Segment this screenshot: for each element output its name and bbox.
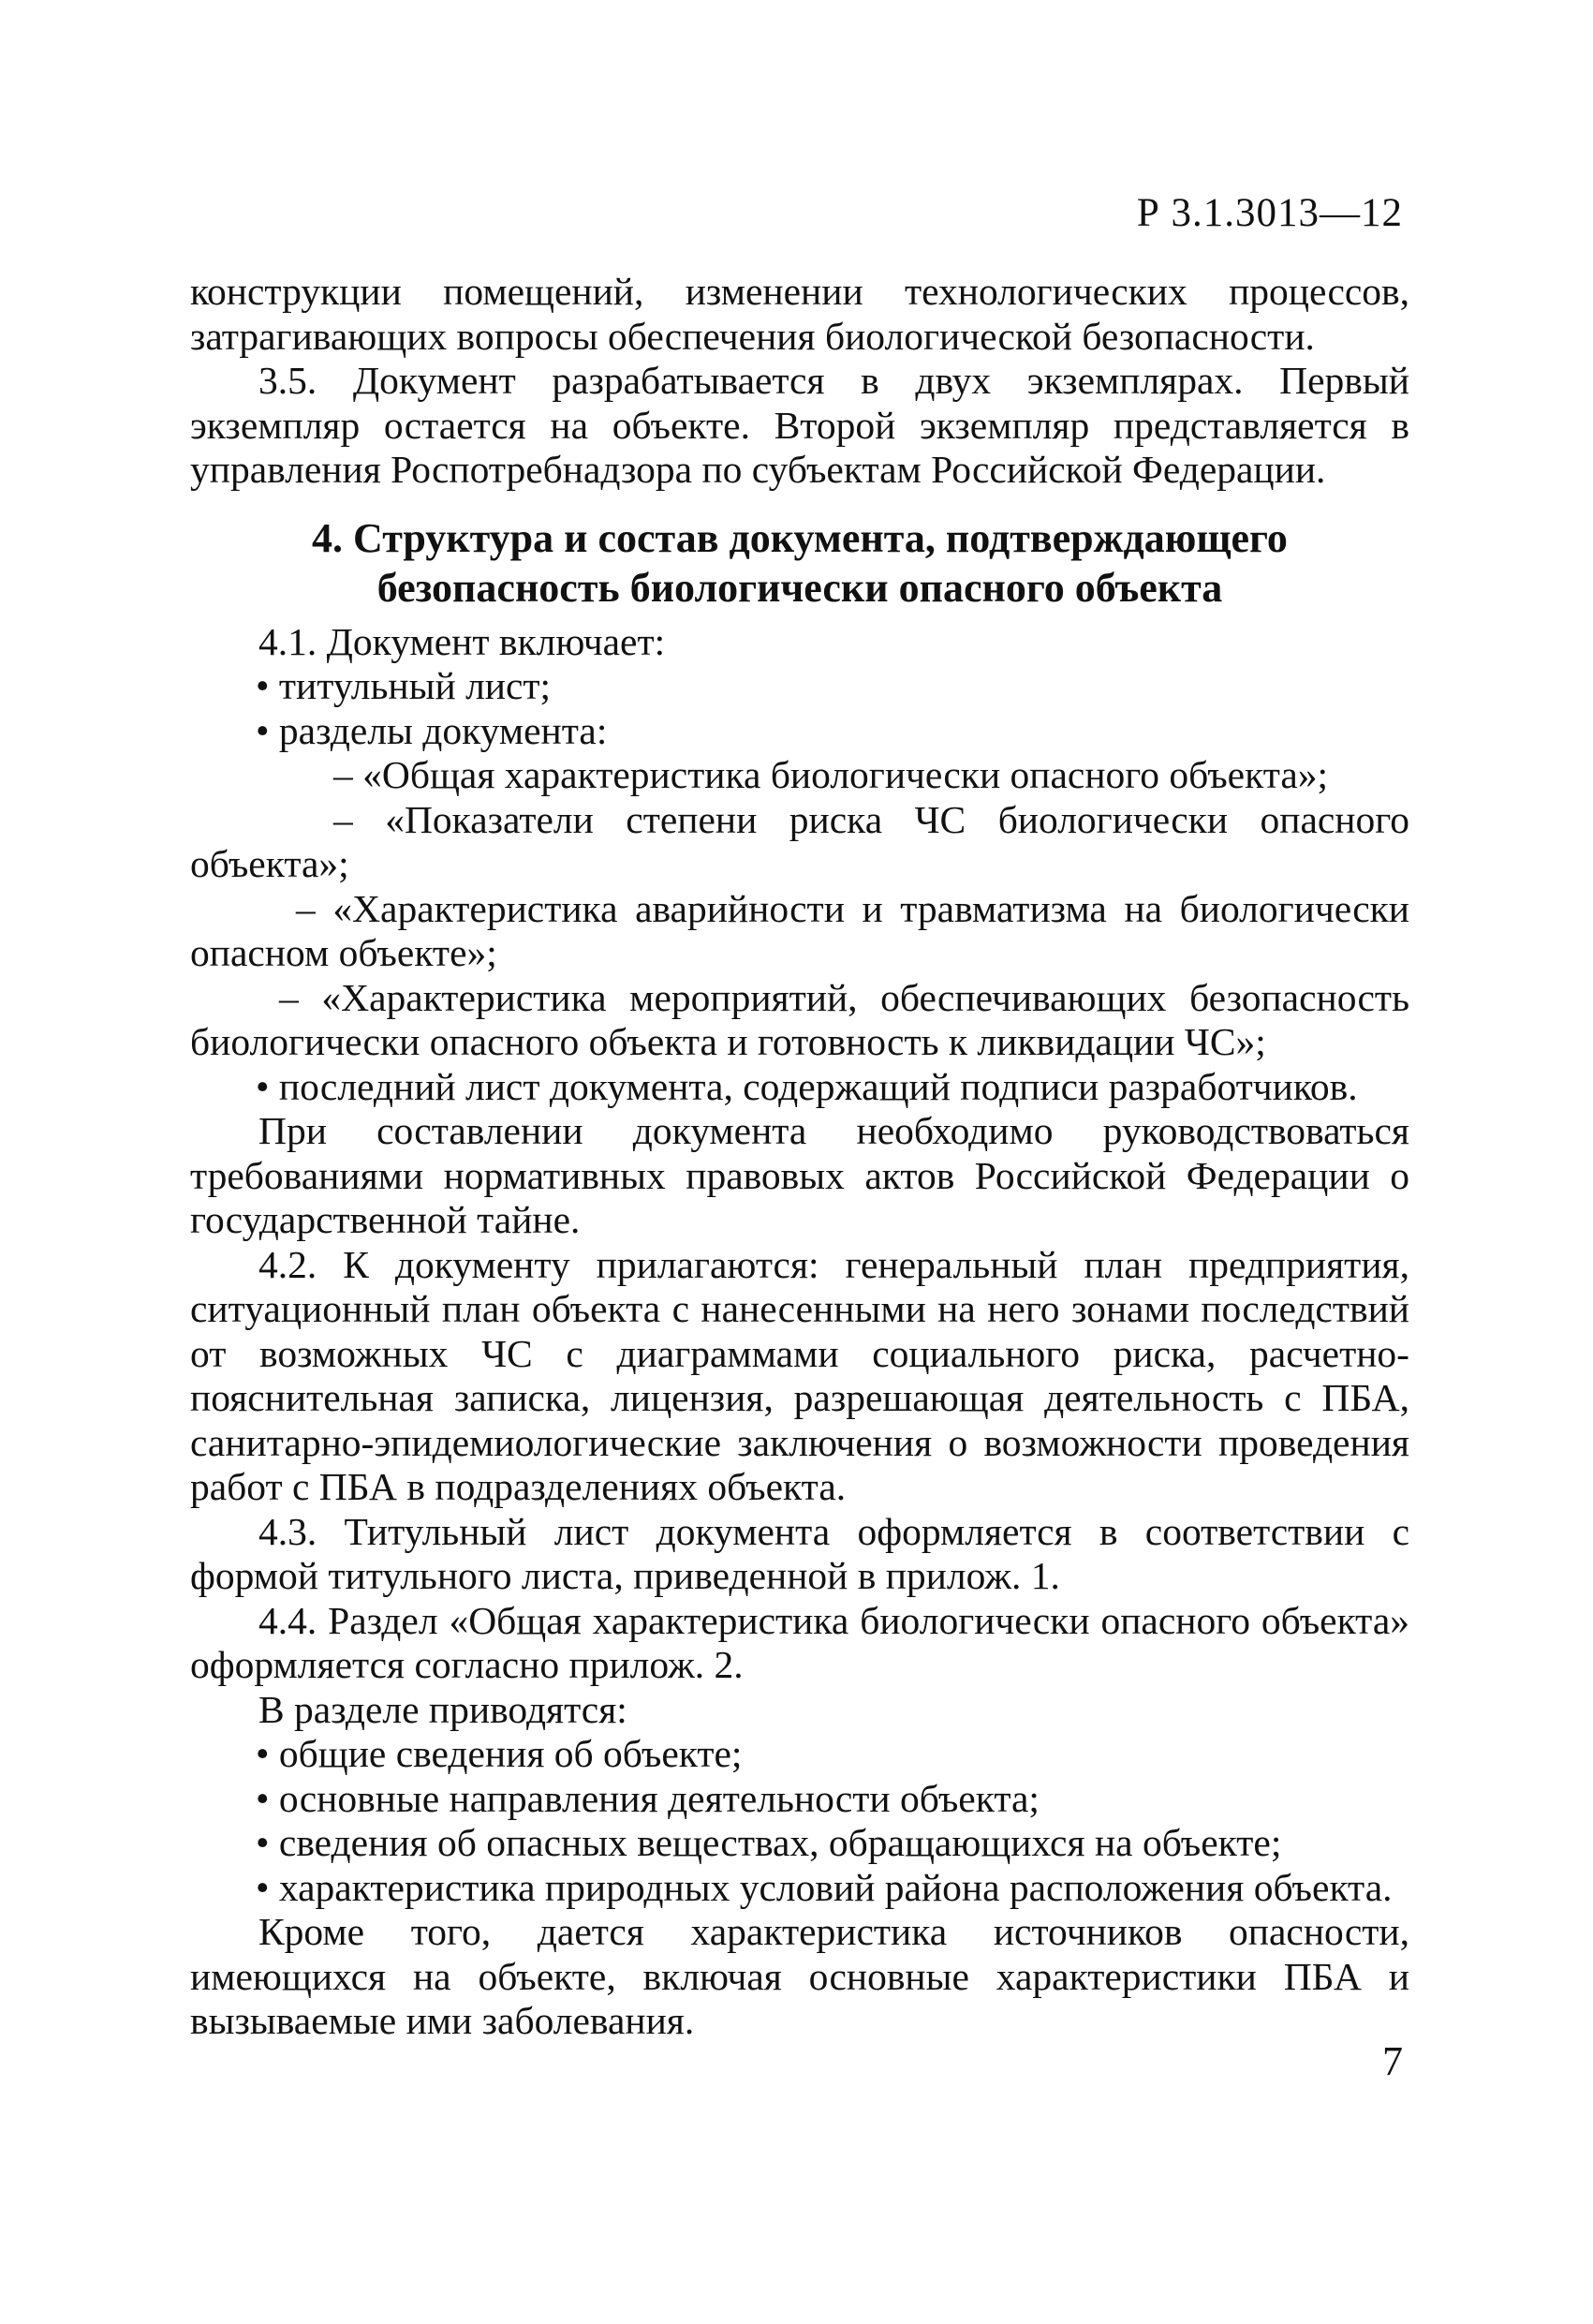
sublist-item-accident-characteristics: – «Характеристика аварийности и травматизма на биологически опасном объекте»; <box>190 886 1409 974</box>
paragraph-4-2: 4.2. К документу прилагаются: генеральный план предприятия, ситуационный план объекта с нанесенными на него зонами последствий от возможных ЧС с диаграммами социального риска, расчетно-пояснительная записка, лицензия, разрешающая деятельность с ПБА, санитарно-эпидемиологические заключения о возможности проведения работ с ПБА в подразделениях объекта. <box>190 1242 1409 1508</box>
list-item-natural-conditions: • характеристика природных условий района расположения объекта. <box>190 1866 1409 1911</box>
list-item-title-page: • титульный лист; <box>190 664 1409 709</box>
list-item-hazardous-substances: • сведения об опасных веществах, обращающихся на объекте; <box>190 1821 1409 1866</box>
paragraph-4-3: 4.3. Титульный лист документа оформляется в соответствии с формой титульного листа, приведенной в прилож. 1. <box>190 1509 1409 1597</box>
section-heading-4-line-2: безопасность биологически опасного объекта <box>376 564 1223 611</box>
paragraph-continuation: конструкции помещений, изменении технологических процессов, затрагивающих вопросы обеспечения биологической безопасности. <box>190 270 1409 358</box>
section-heading-4 <box>190 513 1409 613</box>
list-item-general-info: • общие сведения об объекте; <box>190 1732 1409 1777</box>
sublist-item-general-characteristics: – «Общая характеристика биологически опасного объекта»; <box>333 753 1329 796</box>
paragraph-4-4: 4.4. Раздел «Общая характеристика биологически опасного объекта» оформляется согласно прилож. 2. <box>190 1598 1409 1686</box>
document-body <box>190 270 1409 2044</box>
sublist-item-risk-indicators: – «Показатели степени риска ЧС биологически опасного объекта»; <box>190 797 1409 885</box>
section-heading-4-line-1: 4. Структура и состав документа, подтверждающего <box>312 514 1288 561</box>
paragraph-3-5: 3.5. Документ разрабатывается в двух экземплярах. Первый экземпляр остается на объекте. Второй экземпляр представляется в управления Роспотребнадзора по субъектам Российской Федерации. <box>190 359 1409 491</box>
sublist-item-safety-measures: – «Характеристика мероприятий, обеспечивающих безопасность биологически опасного объекта и готовность к ликвидации ЧС»; <box>190 975 1409 1063</box>
paragraph-hazard-sources: Кроме того, дается характеристика источников опасности, имеющихся на объекте, включая основные характеристики ПБА и вызываемые ими заболевания. <box>190 1910 1409 2042</box>
list-item-last-page: • последний лист документа, содержащий подписи разработчиков. <box>190 1065 1409 1110</box>
list-item-main-activities: • основные направления деятельности объекта; <box>190 1777 1409 1822</box>
paragraph-section-contents: В разделе приводятся: <box>258 1687 627 1731</box>
page-number: 7 <box>1382 2038 1403 2084</box>
paragraph-state-secret: При составлении документа необходимо руководствоваться требованиями нормативных правовых актов Российской Федерации о государственной тайне. <box>190 1109 1409 1241</box>
paragraph-4-1: 4.1. Документ включает: <box>258 619 666 663</box>
document-code: Р 3.1.3013—12 <box>1136 191 1403 235</box>
list-item-document-sections: • разделы документа: <box>190 709 1409 754</box>
